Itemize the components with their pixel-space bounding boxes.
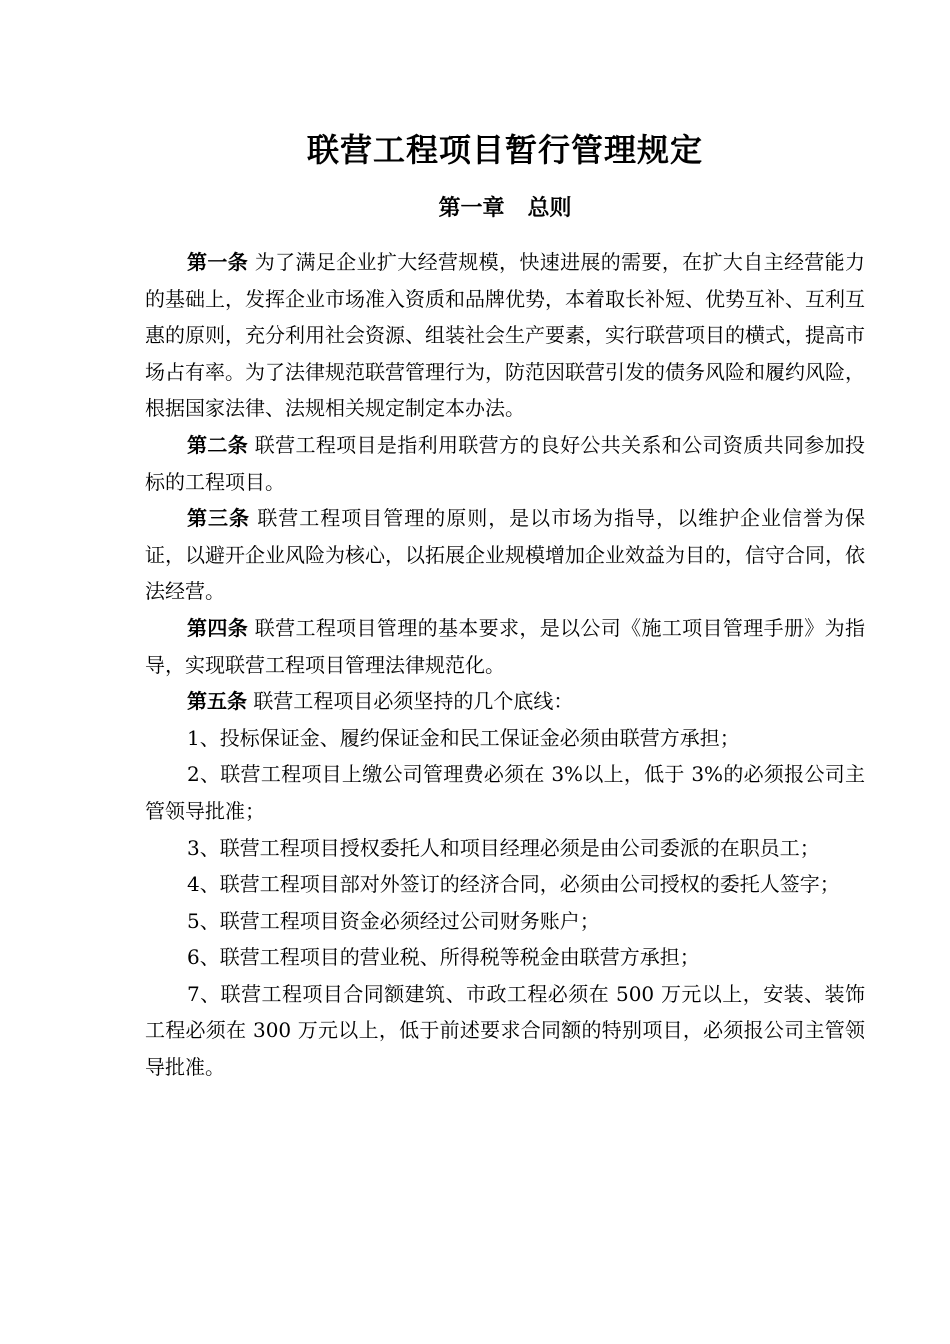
article-label: 第四条: [187, 615, 249, 640]
list-item: 4、联营工程项目部对外签订的经济合同，必须由公司授权的委托人签字；: [187, 872, 840, 897]
list-item: 3、联营工程项目授权委托人和项目经理必须是由公司委派的在职员工；: [187, 835, 820, 860]
article-text: 联营工程项目必须坚持的几个底线：: [247, 689, 574, 714]
article-2: [145, 427, 865, 500]
chapter-heading: 第一章 总则: [438, 195, 572, 221]
list-item: 6、联营工程项目的营业税、所得税等税金由联营方承担；: [187, 945, 700, 970]
list-item: 5、联营工程项目资金必须经过公司财务账户；: [187, 908, 600, 933]
article-text: 联营工程项目管理的原则，是以市场为指导，以维护企业信誉为保证，以避开企业风险为核心，以拓展企业规模增加企业效益为目的，信守合同，依法经营。: [145, 506, 866, 604]
article-label: 第五条: [187, 689, 247, 714]
article-label: 第三条: [187, 506, 250, 531]
article-3: [145, 500, 865, 610]
document-page: [145, 128, 865, 1086]
article-4: [145, 610, 865, 683]
article-1: [145, 244, 865, 427]
article-5: [145, 683, 865, 720]
article-text: 联营工程项目管理的基本要求，是以公司《施工项目管理手册》为指导，实现联营工程项目管理法律规范化。: [145, 615, 866, 677]
list-item: 7、联营工程项目合同额建筑、市政工程必须在 500 万元以上，安装、装饰工程必须在 300 万元以上，低于前述要求合同额的特别项目，必须报公司主管领导批准。: [145, 981, 865, 1080]
list-item: 1、投标保证金、履约保证金和民工保证金必须由联营方承担；: [187, 725, 740, 750]
article-text: 为了满足企业扩大经营规模，快速进展的需要，在扩大自主经营能力的基础上，发挥企业市场准入资质和品牌优势，本着取长补短、优势互补、互利互惠的原则，充分利用社会资源、组装社会生产要素，实行联营项目的横式，提高市场占有率。为了法律规范联营管理行为，防范因联营引发的债务风险和履约风险，根据国家法律、法规相关规定制定本办法。: [145, 250, 866, 421]
article-label: 第一条: [187, 250, 249, 274]
list-item: 2、联营工程项目上缴公司管理费必须在 3%以上，低于 3%的必须报公司主管领导批准；: [145, 762, 865, 823]
document-title: 联营工程项目暂行管理规定: [306, 131, 703, 169]
article-label: 第二条: [187, 432, 249, 457]
article-text: 联营工程项目是指利用联营方的良好公共关系和公司资质共同参加投标的工程项目。: [145, 432, 866, 494]
